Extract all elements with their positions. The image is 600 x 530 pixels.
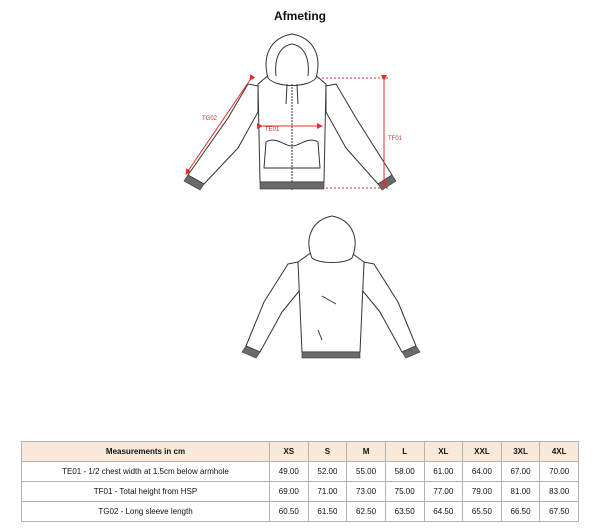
size-header: XL <box>424 442 463 462</box>
table-cell: 60.50 <box>270 502 309 522</box>
table-cell: 69.00 <box>270 482 309 502</box>
table-cell: 75.00 <box>385 482 424 502</box>
size-header: M <box>347 442 386 462</box>
size-header: XXL <box>463 442 502 462</box>
table-cell: 61.00 <box>424 462 463 482</box>
table-header-row <box>22 442 579 462</box>
row-label: TG02 - Long sleeve length <box>22 502 270 522</box>
size-header: S <box>308 442 347 462</box>
size-header: 3XL <box>501 442 540 462</box>
table-cell: 64.00 <box>463 462 502 482</box>
table-cell: 70.00 <box>540 462 579 482</box>
table-row <box>22 462 579 482</box>
table-row <box>22 502 579 522</box>
row-label: TE01 - 1/2 chest width at 1.5cm below armhole <box>22 462 270 482</box>
tf01-label: TF01 <box>388 136 403 142</box>
table-cell: 49.00 <box>270 462 309 482</box>
table-cell: 58.00 <box>385 462 424 482</box>
table-cell: 79.00 <box>463 482 502 502</box>
table-cell: 66.50 <box>501 502 540 522</box>
hoodie-front-sketch <box>188 34 392 190</box>
table-cell: 71.00 <box>308 482 347 502</box>
size-chart-table <box>21 441 579 522</box>
row-label: TF01 - Total height from HSP <box>22 482 270 502</box>
table-cell: 81.00 <box>501 482 540 502</box>
page-title: Afmeting <box>274 9 326 23</box>
table-cell: 73.00 <box>347 482 386 502</box>
size-header: XS <box>270 442 309 462</box>
table-cell: 77.00 <box>424 482 463 502</box>
table-row <box>22 482 579 502</box>
te01-label: TE01 <box>265 127 280 133</box>
hoodie-back-sketch <box>246 216 416 352</box>
table-cell: 62.50 <box>347 502 386 522</box>
table-cell: 61.50 <box>308 502 347 522</box>
table-cell: 67.00 <box>501 462 540 482</box>
table-cell: 64.50 <box>424 502 463 522</box>
header-cell: Measurements in cm <box>22 442 270 462</box>
table-cell: 67.50 <box>540 502 579 522</box>
table-cell: 55.00 <box>347 462 386 482</box>
table-cell: 63.50 <box>385 502 424 522</box>
tg02-label: TG02 <box>202 116 218 122</box>
table-cell: 52.00 <box>308 462 347 482</box>
size-header: 4XL <box>540 442 579 462</box>
size-header: L <box>385 442 424 462</box>
table-cell: 65.50 <box>463 502 502 522</box>
table-cell: 83.00 <box>540 482 579 502</box>
